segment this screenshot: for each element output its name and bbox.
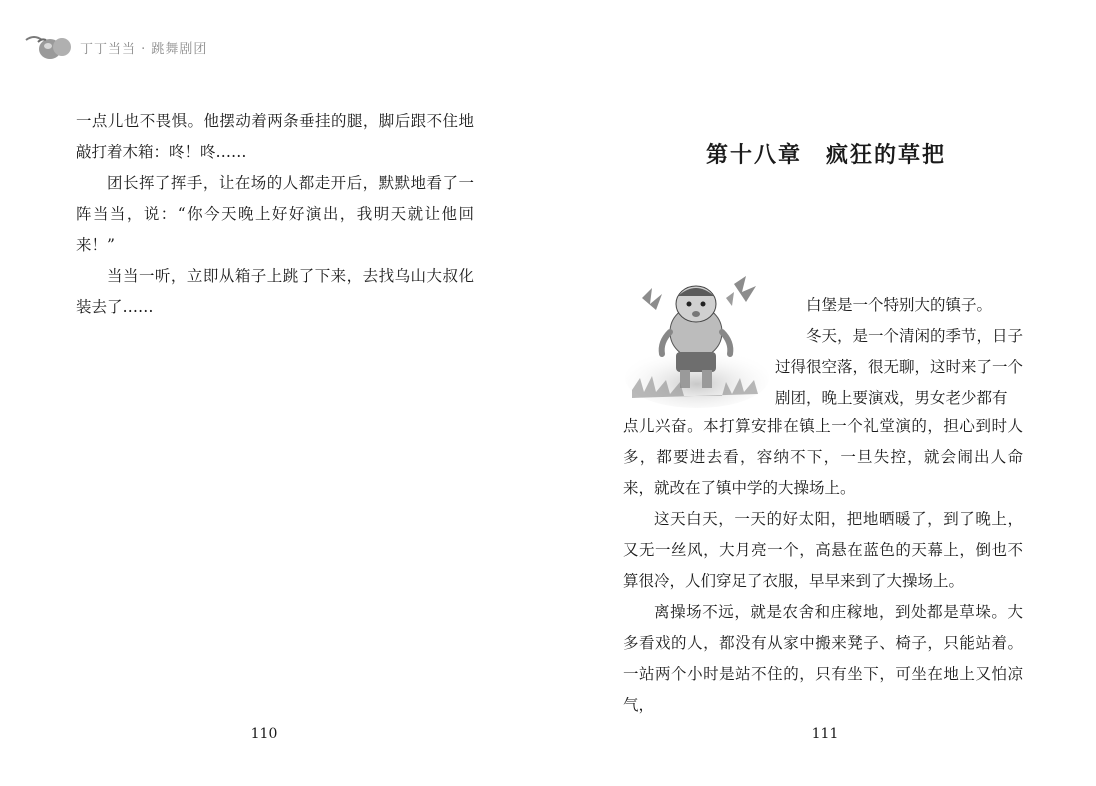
paragraph: 离操场不远，就是农舍和庄稼地，到处都是草垛。大多看戏的人，都没有从家中搬来凳子、椅子，只能站着。一站两个小时是站不住的，只有坐下，可坐在地上又怕凉气， <box>623 603 1023 714</box>
paragraph: 一点儿也不畏惧。他摆动着两条垂挂的腿，脚后跟不住地敲打着木箱：咚！咚…… <box>76 112 474 161</box>
paragraph: 这天白天，一天的好太阳，把地晒暖了，到了晚上，又无一丝风，大月亮一个，高悬在蓝色的天幕上，倒也不算很冷，人们穿足了衣服，早早来到了大操场上。 <box>623 510 1023 590</box>
wrapped-text <box>775 290 1023 414</box>
paragraph: 当当一听，立即从箱子上跳了下来，去找乌山大叔化装去了…… <box>76 267 474 316</box>
paragraph: 白堡是一个特别大的镇子。 <box>806 296 993 314</box>
left-page-body <box>76 106 474 323</box>
right-page <box>548 0 1096 786</box>
series-title: 丁丁当当 · 跳舞剧团 <box>80 41 208 57</box>
paragraph: 团长挥了挥手，让在场的人都走开后，默默地看了一阵当当，说：“你今天晚上好好演出，我明天就让他回来！” <box>76 174 474 254</box>
chapter-name: 疯狂的草把 <box>826 142 947 168</box>
page-number: 110 <box>250 726 278 742</box>
paragraph: 点儿兴奋。本打算安排在镇上一个礼堂演的，担心到时人多，都要进去看，容纳不下，一旦失控，就会闹出人命来，就改在了镇中学的大操场上。 <box>623 417 1023 497</box>
right-page-body <box>623 411 1023 721</box>
chapter-number: 第十八章 <box>706 142 803 168</box>
page-number: 111 <box>811 726 839 742</box>
paragraph: 冬天，是一个清闲的季节，日子过得很空落，很无聊，这时来了一个剧团，晚上要演戏，男女老少都有 <box>775 327 1024 407</box>
chapter-title <box>706 138 946 169</box>
boy-in-straw-illustration <box>622 258 772 408</box>
